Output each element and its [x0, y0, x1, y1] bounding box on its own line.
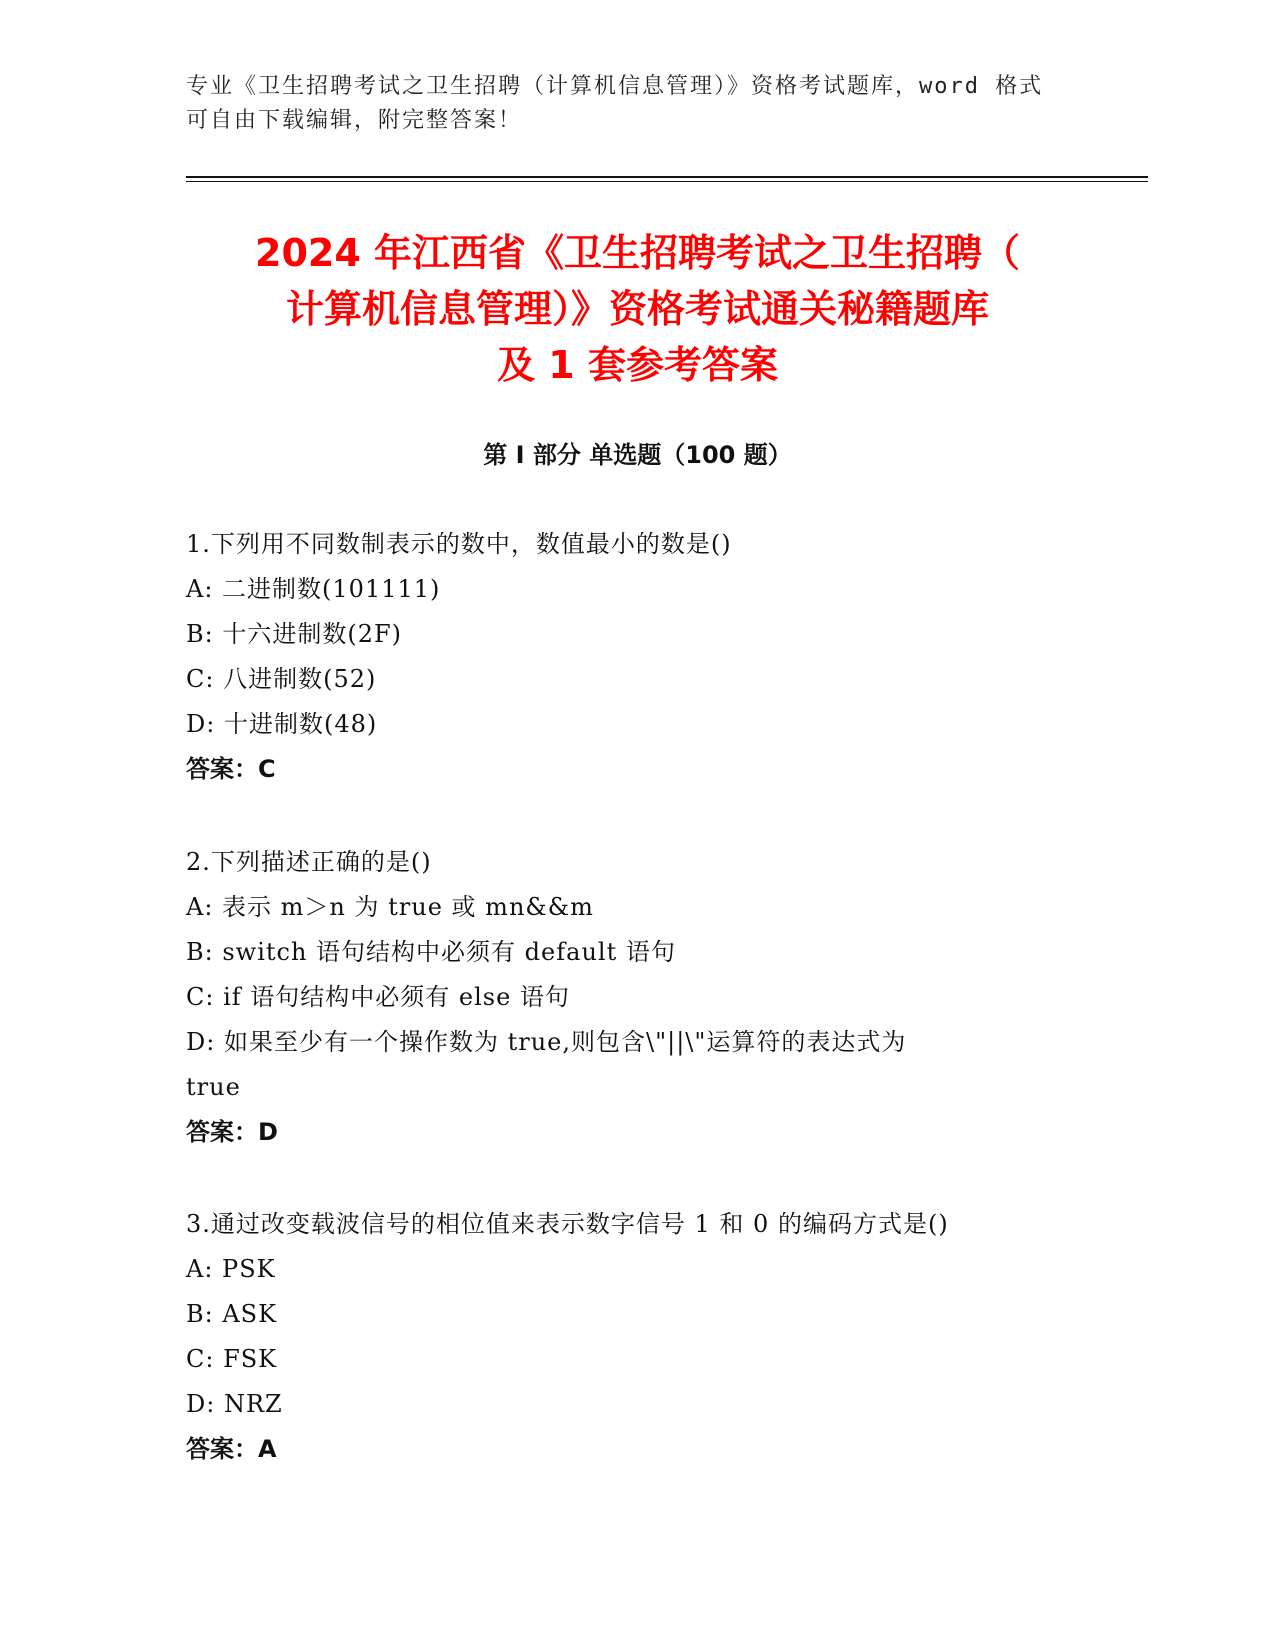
option-c: C: if 语句结构中必须有 else 语句 [186, 983, 570, 1011]
question-stem: 1.下列用不同数制表示的数中，数值最小的数是() [186, 530, 732, 558]
question-stem: 2.下列描述正确的是() [186, 848, 432, 876]
answer-label: 答案：A [186, 1435, 277, 1463]
answer-label: 答案：D [186, 1118, 278, 1146]
question-block [186, 522, 1086, 792]
option-b: B: ASK [186, 1300, 278, 1328]
document-title [150, 225, 1125, 393]
title-line-1: 2024 年江西省《卫生招聘考试之卫生招聘（ [255, 231, 1020, 275]
option-d: D: 十进制数(48) [186, 710, 378, 738]
header-line-1: 专业《卫生招聘考试之卫生招聘（计算机信息管理）》资格考试题库，word 格式 [186, 74, 1044, 99]
header-line-2: 可自由下载编辑，附完整答案！ [186, 108, 523, 133]
header-divider-thick [186, 176, 1148, 178]
section-heading: 第 I 部分 单选题（100 题） [483, 441, 792, 469]
question-stem: 3.通过改变载波信号的相位值来表示数字信号 1 和 0 的编码方式是() [186, 1210, 949, 1238]
title-line-3: 及 1 套参考答案 [497, 343, 778, 387]
answer-label: 答案：C [186, 755, 276, 783]
title-line-2: 计算机信息管理）》资格考试通关秘籍题库 [285, 287, 989, 331]
option-b: B: 十六进制数(2F) [186, 620, 402, 648]
question-block [186, 1202, 1086, 1472]
option-d: D: NRZ [186, 1390, 283, 1418]
option-a: A: 表示 m＞n 为 true 或 mn&&m [186, 893, 594, 921]
header-divider-thin [186, 181, 1148, 182]
option-d-continued: true [186, 1073, 241, 1101]
option-b: B: switch 语句结构中必须有 default 语句 [186, 938, 676, 966]
question-block [186, 840, 1086, 1155]
option-d: D: 如果至少有一个操作数为 true,则包含\"||\"运算符的表达式为 [186, 1028, 907, 1056]
option-a: A: 二进制数(101111) [186, 575, 441, 603]
option-c: C: FSK [186, 1345, 278, 1373]
option-a: A: PSK [186, 1255, 276, 1283]
document-header [186, 70, 1076, 138]
option-c: C: 八进制数(52) [186, 665, 377, 693]
